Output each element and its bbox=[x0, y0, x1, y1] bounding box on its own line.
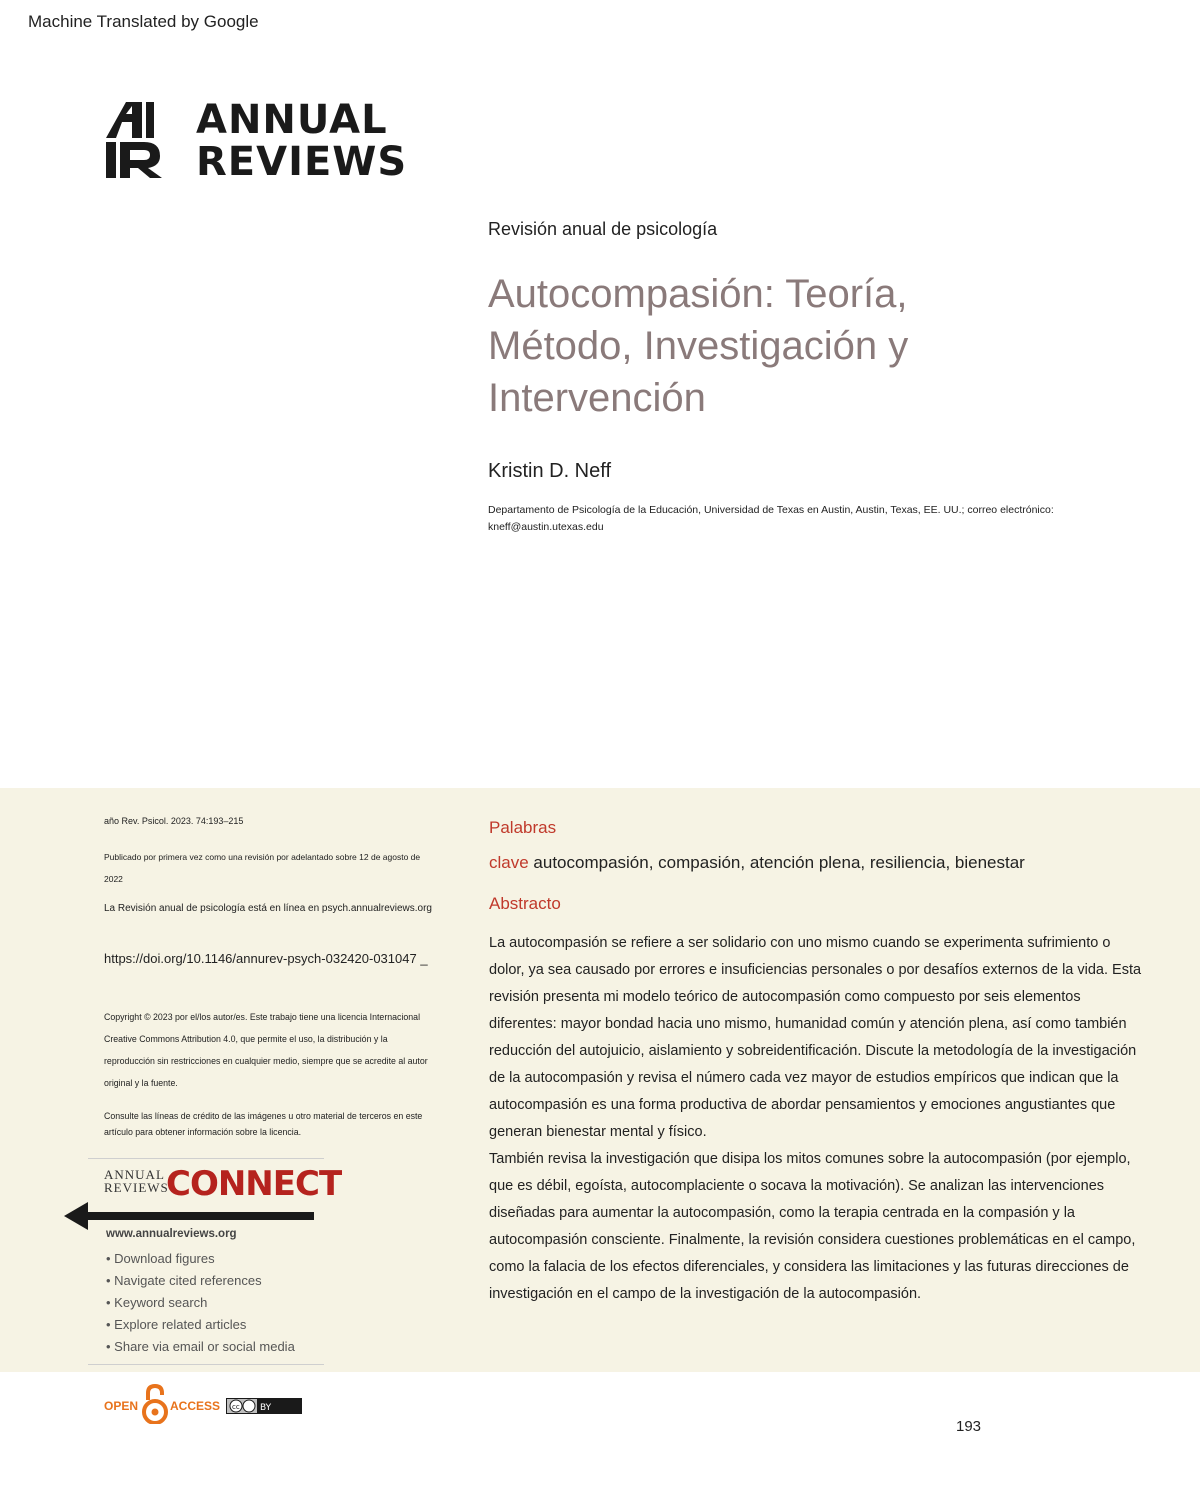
connect-bottom-divider bbox=[88, 1364, 324, 1365]
arrow-left-icon bbox=[64, 1202, 314, 1230]
connect-top-divider bbox=[88, 1158, 324, 1159]
citation-info: año Rev. Psicol. 2023. 74:193–215 bbox=[104, 816, 244, 826]
doi-link[interactable]: https://doi.org/10.1146/annurev-psych-032420-031047 _ bbox=[104, 951, 428, 966]
connect-feature-item: • Explore related articles bbox=[106, 1317, 247, 1332]
publication-date-note: Publicado por primera vez como una revisión por adelantado sobre 12 de agosto de 2022 bbox=[104, 852, 421, 884]
keywords-label: Palabras bbox=[489, 818, 557, 837]
page-number: 193 bbox=[956, 1418, 982, 1435]
keywords-label-continued: clave bbox=[489, 853, 529, 872]
logo-word-reviews: REVIEWS bbox=[196, 139, 408, 185]
journal-name: Revisión anual de psicología bbox=[488, 219, 718, 239]
copyright-notice: Copyright © 2023 por el/los autor/es. Este trabajo tiene una licencia Internacional Creative Commons Attribution 4.0, que permite el uso, la distribución y la reproducción sin restricciones en cualquier medio, siempre que se acredite al autor original y la fuente. bbox=[104, 1012, 428, 1088]
svg-text:cc: cc bbox=[232, 1403, 240, 1411]
connect-url[interactable]: www.annualreviews.org bbox=[106, 1228, 237, 1240]
open-access-left-label: OPEN bbox=[104, 1399, 139, 1413]
connect-feature-item: • Keyword search bbox=[106, 1295, 208, 1310]
connect-feature-item: • Share via email or social media bbox=[106, 1339, 295, 1354]
author-affiliation: Departamento de Psicología de la Educación, Universidad de Texas en Austin, Austin, Texas, EE. UU.; correo electrónico: kneff@austin.utexas.edu bbox=[488, 504, 1054, 533]
license-consult-note: Consulte las líneas de crédito de las imágenes u otro material de terceros en este artículo para obtener información sobre la licencia. bbox=[104, 1111, 423, 1137]
connect-feature-list bbox=[106, 1248, 295, 1358]
connect-annual-reviews-label bbox=[104, 1168, 169, 1194]
article-title: Autocompasión: Teoría, Método, Investigación y Intervención bbox=[488, 272, 909, 420]
connect-feature-item: • Navigate cited references bbox=[106, 1273, 262, 1288]
author-name: Kristin D. Neff bbox=[488, 460, 611, 482]
connect-brand: CONNECT bbox=[166, 1164, 342, 1204]
cc-license-label: BY bbox=[260, 1403, 272, 1413]
open-access-badge bbox=[104, 1384, 304, 1426]
connect-feature-item: • Download figures bbox=[106, 1251, 215, 1266]
online-availability-note: La Revisión anual de psicología está en línea en psych.annualreviews.org bbox=[104, 903, 432, 914]
open-lock-icon bbox=[142, 1384, 168, 1424]
open-access-right-label: ACCESS bbox=[170, 1399, 221, 1413]
abstract-paragraph: También revisa la investigación que disipa los mitos comunes sobre la autocompasión (por ejemplo, que es débil, egoísta, autocomplaciente o socava la motivación). Se analizan las intervenciones diseñadas para aumentar la autocompasión, como la terapia centrada en la compasión y la autocompasión consciente. Finalmente, la revisión considera cuestiones problemáticas en el campo, como la falacia de los efectos diferenciales, y considera las limitaciones y las futuras direcciones de investigación en el campo de la investigación de la autocompasión. bbox=[489, 1151, 1136, 1302]
connect-annual-label: ANNUAL bbox=[104, 1167, 165, 1182]
keywords-line bbox=[489, 853, 1025, 873]
ar-monogram-icon bbox=[104, 100, 182, 180]
keywords-list: autocompasión, compasión, atención plena, resiliencia, bienestar bbox=[533, 853, 1025, 872]
creative-commons-icon bbox=[226, 1398, 302, 1414]
machine-translated-banner: Machine Translated by Google bbox=[28, 12, 259, 31]
abstract-paragraph: La autocompasión se refiere a ser solidario con uno mismo cuando se experimenta sufrimiento o dolor, ya sea causado por errores e insuficiencias personales o por desafíos externos de la vida. Esta revisión presenta mi modelo teórico de autocompasión como compuesto por seis elementos diferentes: mayor bondad hacia uno mismo, humanidad común y atención plena, así como también reducción del autojuicio, aislamiento y sobreidentificación. Discute la metodología de la investigación de la autocompasión y revisa el número cada vez mayor de estudios empíricos que indican que la autocompasión es una forma productiva de abordar pensamientos y emociones angustiantes que generan bienestar mental y físico. bbox=[489, 935, 1142, 1140]
annual-reviews-logo bbox=[104, 97, 408, 185]
abstract-label: Abstracto bbox=[489, 894, 561, 913]
logo-word-annual: ANNUAL bbox=[196, 97, 388, 143]
abstract-body bbox=[489, 930, 1149, 1308]
annual-reviews-connect-box[interactable] bbox=[88, 1158, 342, 1368]
connect-reviews-label: REVIEWS bbox=[104, 1180, 169, 1195]
